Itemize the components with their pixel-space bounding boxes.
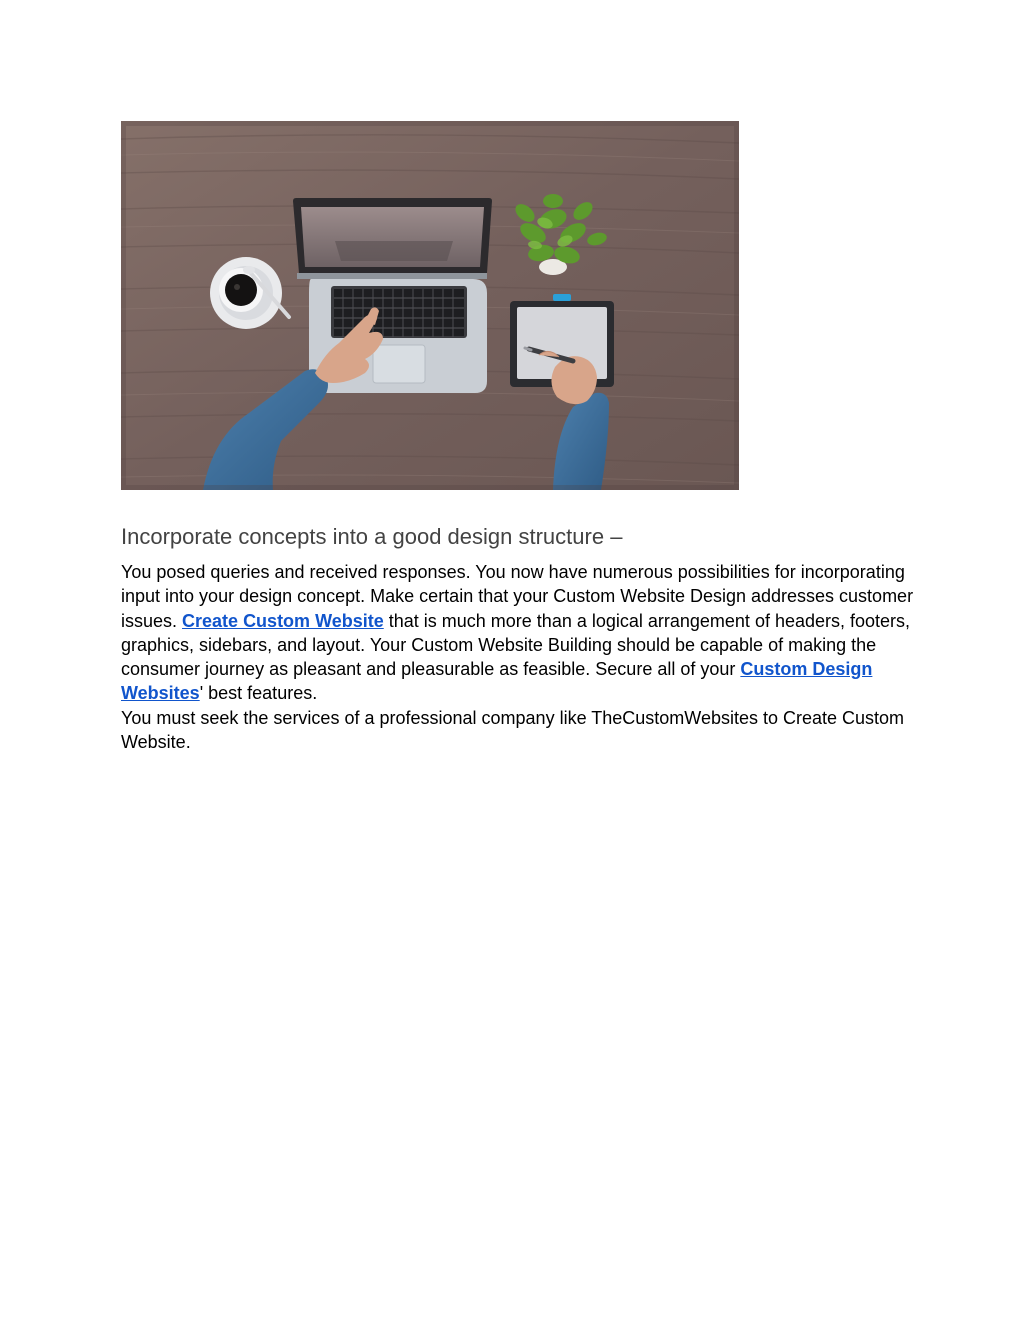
main-paragraph bbox=[121, 560, 921, 706]
paragraph-text: that is much more than a logical arrangement of headers, footers, graphics, sidebars, and layout. Your Custom Website Building should be capable of making the consumer journey as pleasant and pleasurable as feasible. Secure all of your bbox=[121, 610, 911, 680]
paragraph-text: You posed queries and received responses. You now have numerous possibilities for incorporating input into your design concept. Make certain that your Custom Website Design addresses customer issues. bbox=[121, 562, 914, 631]
closing-paragraph: You must seek the services of a professional company like TheCustomWebsites to Create Custom Website. bbox=[121, 707, 905, 753]
body-text bbox=[121, 560, 921, 754]
laptop-desk-photo bbox=[121, 121, 739, 490]
custom-design-websites-link[interactable]: Custom Design Websites bbox=[121, 659, 873, 704]
section-heading: Incorporate concepts into a good design structure – bbox=[121, 524, 623, 549]
create-custom-website-link[interactable]: Create Custom Website bbox=[182, 610, 384, 631]
paragraph-text: ' best features. bbox=[199, 683, 318, 704]
